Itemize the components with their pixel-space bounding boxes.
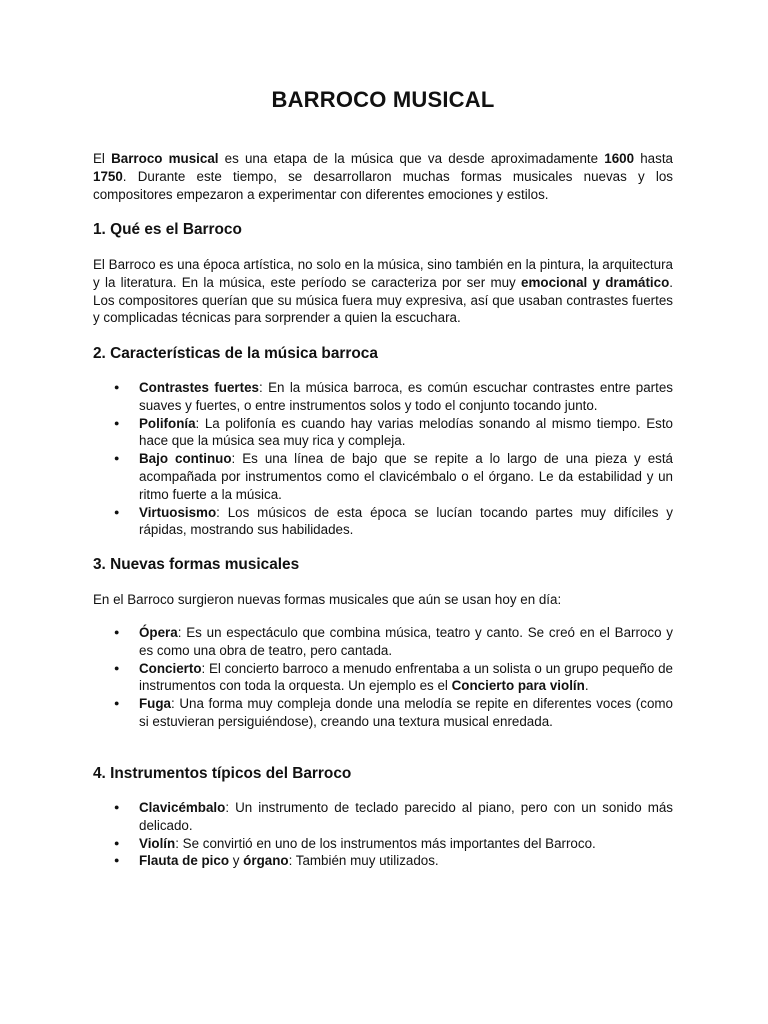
intro-bold-year-end: 1750 [93, 168, 123, 184]
list-item [93, 835, 673, 853]
section-3-intro: En el Barroco surgieron nuevas formas musicales que aún se usan hoy en día: [93, 592, 562, 607]
list-item-term: Flauta de pico [139, 853, 230, 869]
list-item-term: Contrastes fuertes [139, 380, 259, 395]
list-item-text: y [229, 853, 244, 869]
page-title: BARROCO MUSICAL [271, 87, 495, 112]
list-item-term: Ópera [139, 625, 178, 640]
intro-bold-year-start: 1600 [604, 151, 635, 166]
list-item-term: Concierto para violín [451, 678, 585, 694]
section-1-text: El Barroco es una época artística, no solo en la música, sino también en la pintura, la arquitectura y la literatura. En la música, este período se caracteriza por ser muy [93, 257, 673, 290]
intro-text: El [93, 151, 112, 166]
section-3-list [93, 624, 673, 731]
list-item-term: Bajo continuo [139, 451, 232, 467]
section-4-heading: 4. Instrumentos típicos del Barroco [93, 765, 352, 782]
list-item [93, 660, 673, 696]
intro-text: hasta [634, 151, 673, 166]
list-item [93, 695, 673, 731]
section-1-text: . Los compositores querían que su música fuera muy expresiva, así que usaban contrastes fuertes y complicadas técnicas para sorprender a quien la escuchara. [93, 274, 673, 326]
list-item-term: Polifonía [139, 415, 196, 431]
section-1-bold: emocional y dramático [521, 274, 670, 290]
list-item-text: : Es un espectáculo que combina música, teatro y canto. Se creó en el Barroco y es como una obra de teatro, pero cantada. [139, 625, 673, 658]
intro-paragraph [93, 150, 673, 203]
list-item-term: Concierto [139, 660, 202, 676]
list-item [93, 624, 673, 660]
list-item-term: Violín [139, 835, 176, 851]
list-item [93, 852, 673, 870]
list-item-text: : La polifonía es cuando hay varias melodías sonando al mismo tiempo. Esto hace que la música sea muy rica y compleja. [139, 415, 673, 449]
list-item-text: : También muy utilizados. [288, 853, 439, 869]
list-item-term: Clavicémbalo [139, 800, 226, 815]
list-item-term: órgano [243, 853, 289, 869]
list-item [93, 504, 673, 540]
list-item-term: Virtuosismo [139, 504, 217, 520]
list-item-text: . [584, 678, 589, 694]
list-item-text: : Una forma muy compleja donde una melodía se repite en diferentes voces (como si estuvieran persiguiéndose), creando una textura musical enredada. [139, 696, 673, 729]
list-item [93, 450, 673, 503]
list-item-text: : El concierto barroco a menudo enfrentaba a un solista o un grupo pequeño de instrumentos con toda la orquesta. Un ejemplo es el [139, 660, 673, 694]
list-item-text: : Un instrumento de teclado parecido al piano, pero con un sonido más delicado. [139, 800, 673, 833]
list-item-term: Fuga [139, 696, 171, 712]
intro-bold-term: Barroco musical [111, 151, 219, 166]
list-item-text: : Se convirtió en uno de los instrumentos más importantes del Barroco. [175, 835, 596, 851]
intro-text: . Durante este tiempo, se desarrollaron muchas formas musicales nuevas y los compositores empezaron a experimentar con diferentes emociones y estilos. [93, 168, 673, 202]
list-item-text: : Es una línea de bajo que se repite a lo largo de una pieza y está acompañada por instrumentos como el clavicémbalo o el órgano. Le da estabilidad y un ritmo fuerte a la música. [139, 451, 674, 502]
section-2-list [93, 379, 673, 539]
section-4-list [93, 799, 673, 870]
list-item-text: : Los músicos de esta época se lucían tocando partes muy difíciles y rápidas, mostrando sus habilidades. [139, 504, 673, 538]
intro-text: es una etapa de la música que va desde aproximadamente [218, 151, 605, 166]
section-2-heading: 2. Características de la música barroca [93, 345, 378, 362]
section-1-paragraph [93, 256, 673, 327]
list-item-text: : En la música barroca, es común escuchar contrastes entre partes suaves y fuertes, o entre instrumentos solos y todo el conjunto tocando junto. [139, 380, 673, 413]
list-item [93, 379, 673, 415]
section-3-heading: 3. Nuevas formas musicales [93, 556, 300, 573]
list-item [93, 799, 673, 835]
section-1-heading: 1. Qué es el Barroco [93, 221, 242, 238]
list-item [93, 415, 673, 451]
